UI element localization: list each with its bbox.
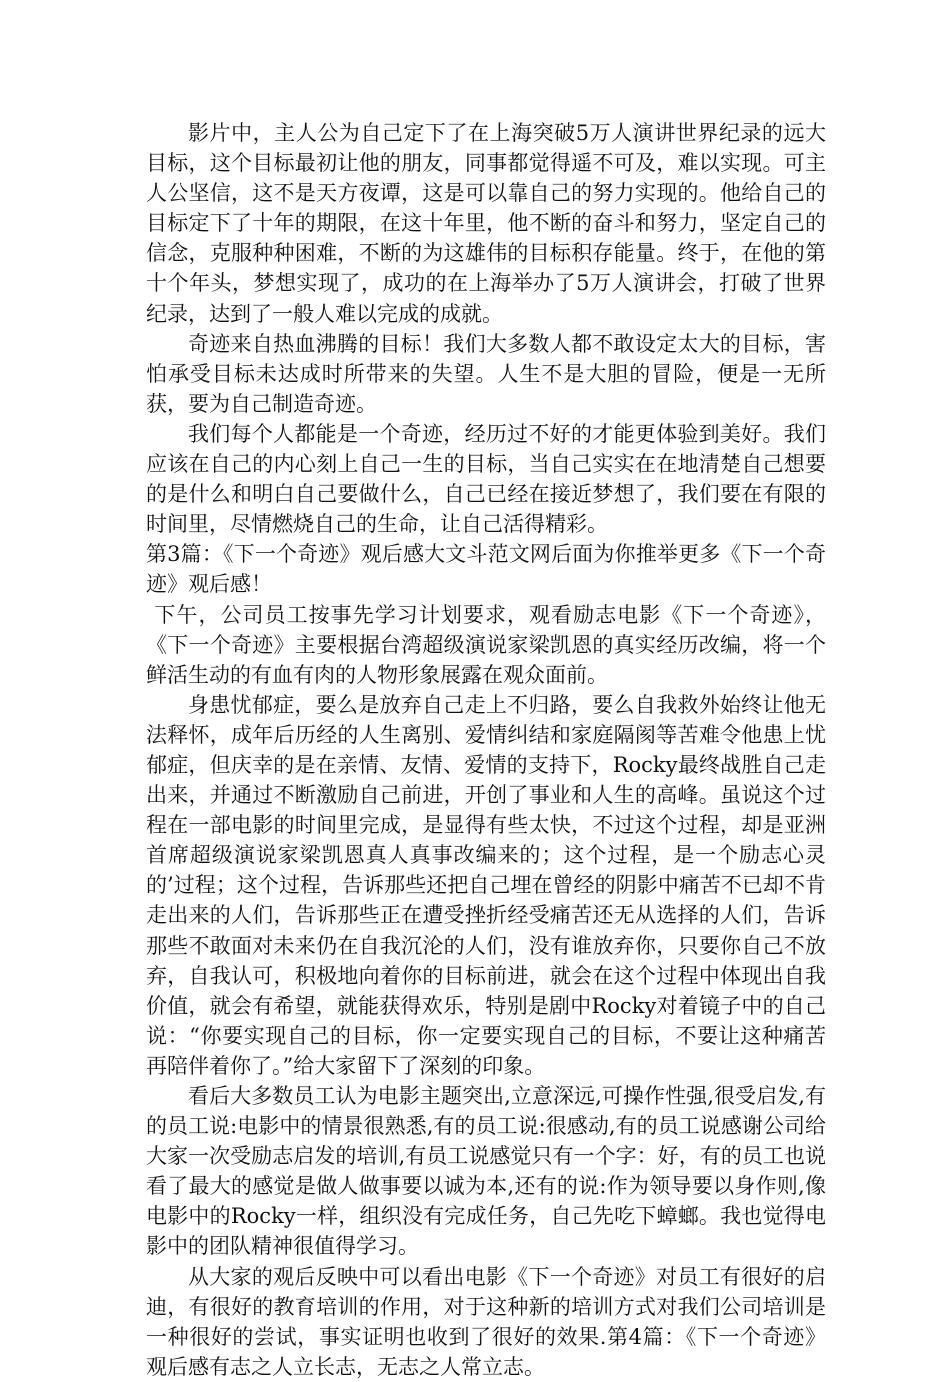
paragraph-conclusion: 从大家的观后反映中可以看出电影《下一个奇迹》对员工有很好的启迪，有很好的教育培训的作用，对于这种新的培训方式对我们公司培训是一种很好的尝试，事实证明也收到了很好的效果.第4篇：《下一个奇迹》观后感有志之人立长志，无志之人常立志。: [146, 1264, 826, 1379]
paragraph-miracle-goal: 奇迹来自热血沸腾的目标！我们大多数人都不敢设定太大的目标，害怕承受目标未达成时所带来的失望。人生不是大胆的冒险，便是一无所获，要为自己制造奇迹。: [146, 331, 826, 416]
section-heading-part-3: 第3篇：《下一个奇迹》观后感大文斗范文网后面为你推举更多《下一个奇迹》观后感！: [146, 542, 826, 597]
paragraph-employee-feedback: 看后大多数员工认为电影主题突出,立意深远,可操作性强,很受启发,有的员工说:电影中的情景很熟悉,有的员工说:很感动,有的员工说感谢公司给大家一次受励志启发的培训,有员工说感觉只有一个字：好，有的员工也说看了最大的感觉是做人做事要以诚为本,还有的说:作为领导要以身作则,像电影中的Rocky一样，组织没有完成任务，自己先吃下蟑螂。我也觉得电影中的团队精神很值得学习。: [146, 1084, 826, 1259]
paragraph-goal-story: 影片中，主人公为自己定下了在上海突破5万人演讲世界纪录的远大目标，这个目标最初让他的朋友，同事都觉得遥不可及，难以实现。可主人公坚信，这不是天方夜谭，这是可以靠自己的努力实现的。他给自己的目标定下了十年的期限，在这十年里，他不断的奋斗和努力，坚定自己的信念，克服种种困难，不断的为这雄伟的目标积存能量。终于，在他的第十个年头，梦想实现了，成功的在上海举办了5万人演讲会，打破了世界纪录，达到了一般人难以完成的成就。: [146, 121, 826, 326]
paragraph-everyone-miracle: 我们每个人都能是一个奇迹，经历过不好的才能更体验到美好。我们应该在自己的内心刻上自己一生的目标，当自己实实在在地清楚自己想要的是什么和明白自己要做什么，自己已经在接近梦想了，我们要在有限的时间里，尽情燃烧自己的生命，让自己活得精彩。: [146, 421, 826, 537]
document-body: [146, 118, 826, 1382]
paragraph-depression-story: 身患忧郁症，要么是放弃自己走上不归路，要么自我救外始终让他无法释怀，成年后历经的人生离别、爱情纠结和家庭隔阂等苦难令他患上忧郁症，但庆幸的是在亲情、友情、爱情的支持下，Rocky最终战胜自己走出来，并通过不断激励自己前进，开创了事业和人生的高峰。虽说这个过程在一部电影的时间里完成，是显得有些太快，不过这个过程，却是亚洲首席超级演说家梁凯恩真人真事改编来的；这个过程，是一个励志心灵的’过程；这个过程，告诉那些还把自己埋在曾经的阴影中痛苦不已却不肯走出来的人们，告诉那些正在遭受挫折经受痛苦还无从选择的人们，告诉那些不敢面对未来仍在自我沉沦的人们，没有谁放弃你，只要你自己不放弃，自我认可，积极地向着你的目标前进，就会在这个过程中体现出自我价值，就会有希望，就能获得欢乐，特别是剧中Rocky对着镜子中的自己说：“你要实现自己的目标，你一定要实现自己的目标，不要让这种痛苦再陪伴着你了。”给大家留下了深刻的印象。: [146, 692, 826, 1078]
paragraph-afternoon-viewing: 下午，公司员工按事先学习计划要求，观看励志电影《下一个奇迹》，《下一个奇迹》主要根据台湾超级演说家梁凯恩的真实经历改编，将一个鲜活生动的有血有肉的人物形象展露在观众面前。: [146, 602, 826, 687]
